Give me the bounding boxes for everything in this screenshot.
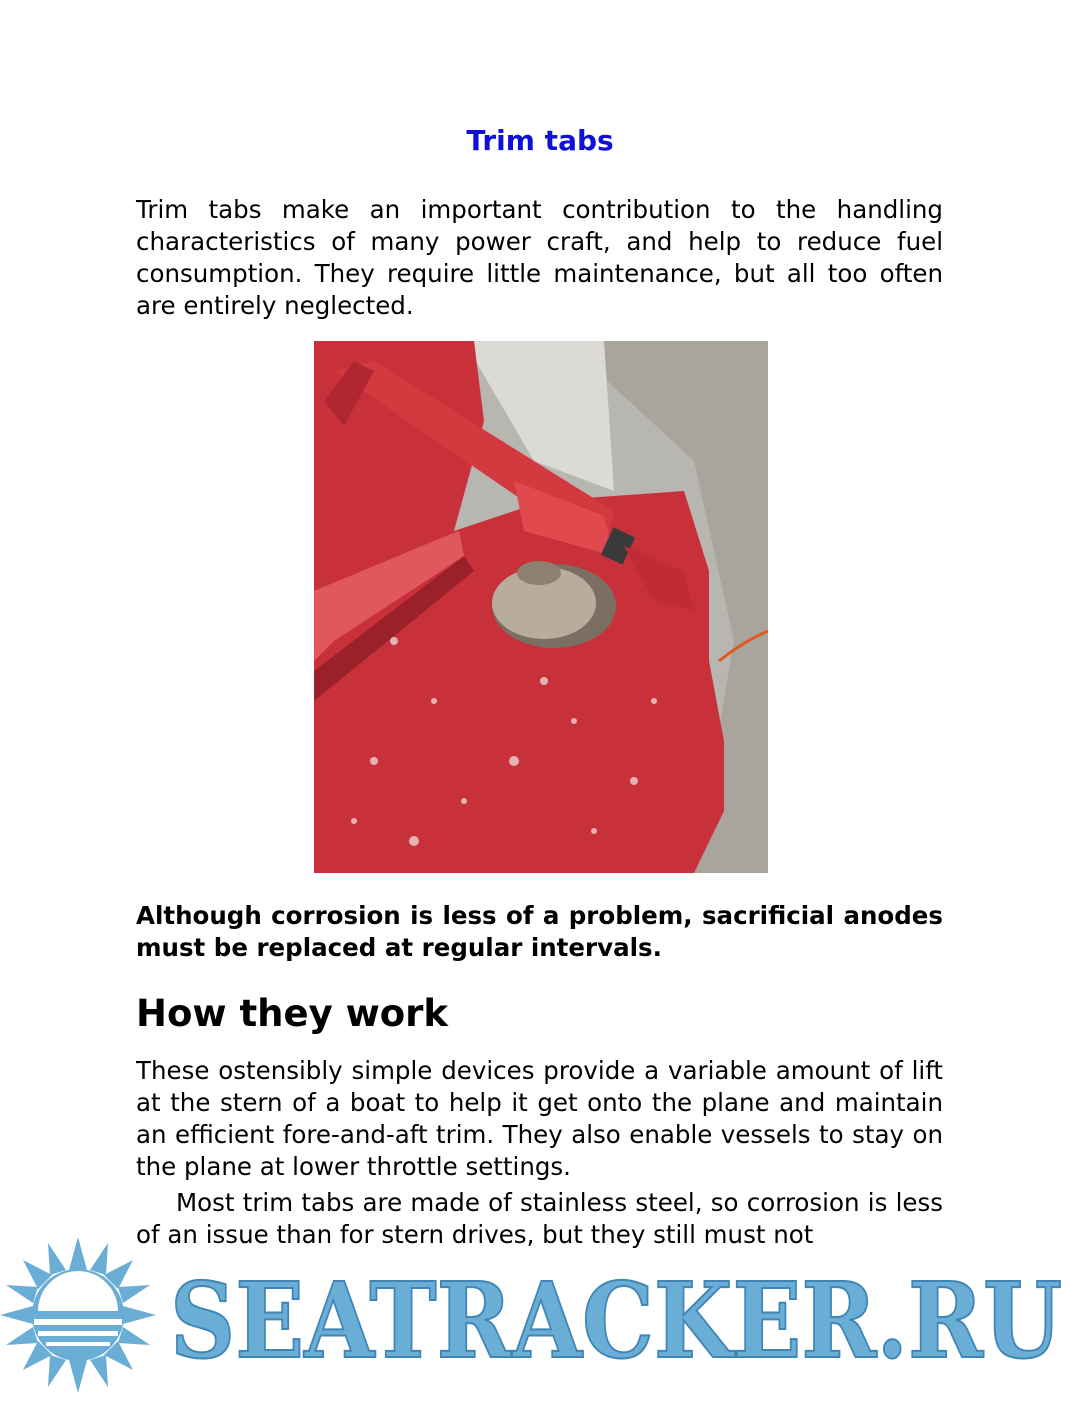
intro-paragraph: Trim tabs make an important contribution to the handling characteristics of many power craft, and help to reduce fuel consumption. They require little maintenance, but all too often are entirely neglected. — [136, 195, 943, 320]
paragraph-2: Most trim tabs are made of stainless steel, so corrosion is less of an issue than for stern drives, but they still must not — [136, 1188, 943, 1249]
sun-icon — [0, 1237, 156, 1393]
seatracker-watermark-logo — [0, 1235, 1080, 1397]
paragraph-1-block — [136, 1055, 943, 1183]
watermark — [0, 1235, 1080, 1397]
trim-tab-photo — [314, 341, 768, 873]
caption-block — [136, 900, 943, 964]
page-title: Trim tabs — [466, 124, 614, 157]
watermark-text: SEATRACKER.RU — [170, 1259, 1062, 1382]
section-heading-block — [136, 992, 943, 1035]
intro-block — [136, 194, 943, 322]
paragraph-1: These ostensibly simple devices provide a variable amount of lift at the stern of a boat to help it get onto the plane and maintain an efficient fore-and-aft trim. They also enable vessels to stay on the plane at lower throttle settings. — [136, 1056, 943, 1181]
trim-tab-photo-illustration — [314, 341, 768, 873]
section-heading: How they work — [136, 992, 449, 1035]
photo-caption: Although corrosion is less of a problem, sacrificial anodes must be replaced at regular intervals. — [136, 901, 943, 962]
